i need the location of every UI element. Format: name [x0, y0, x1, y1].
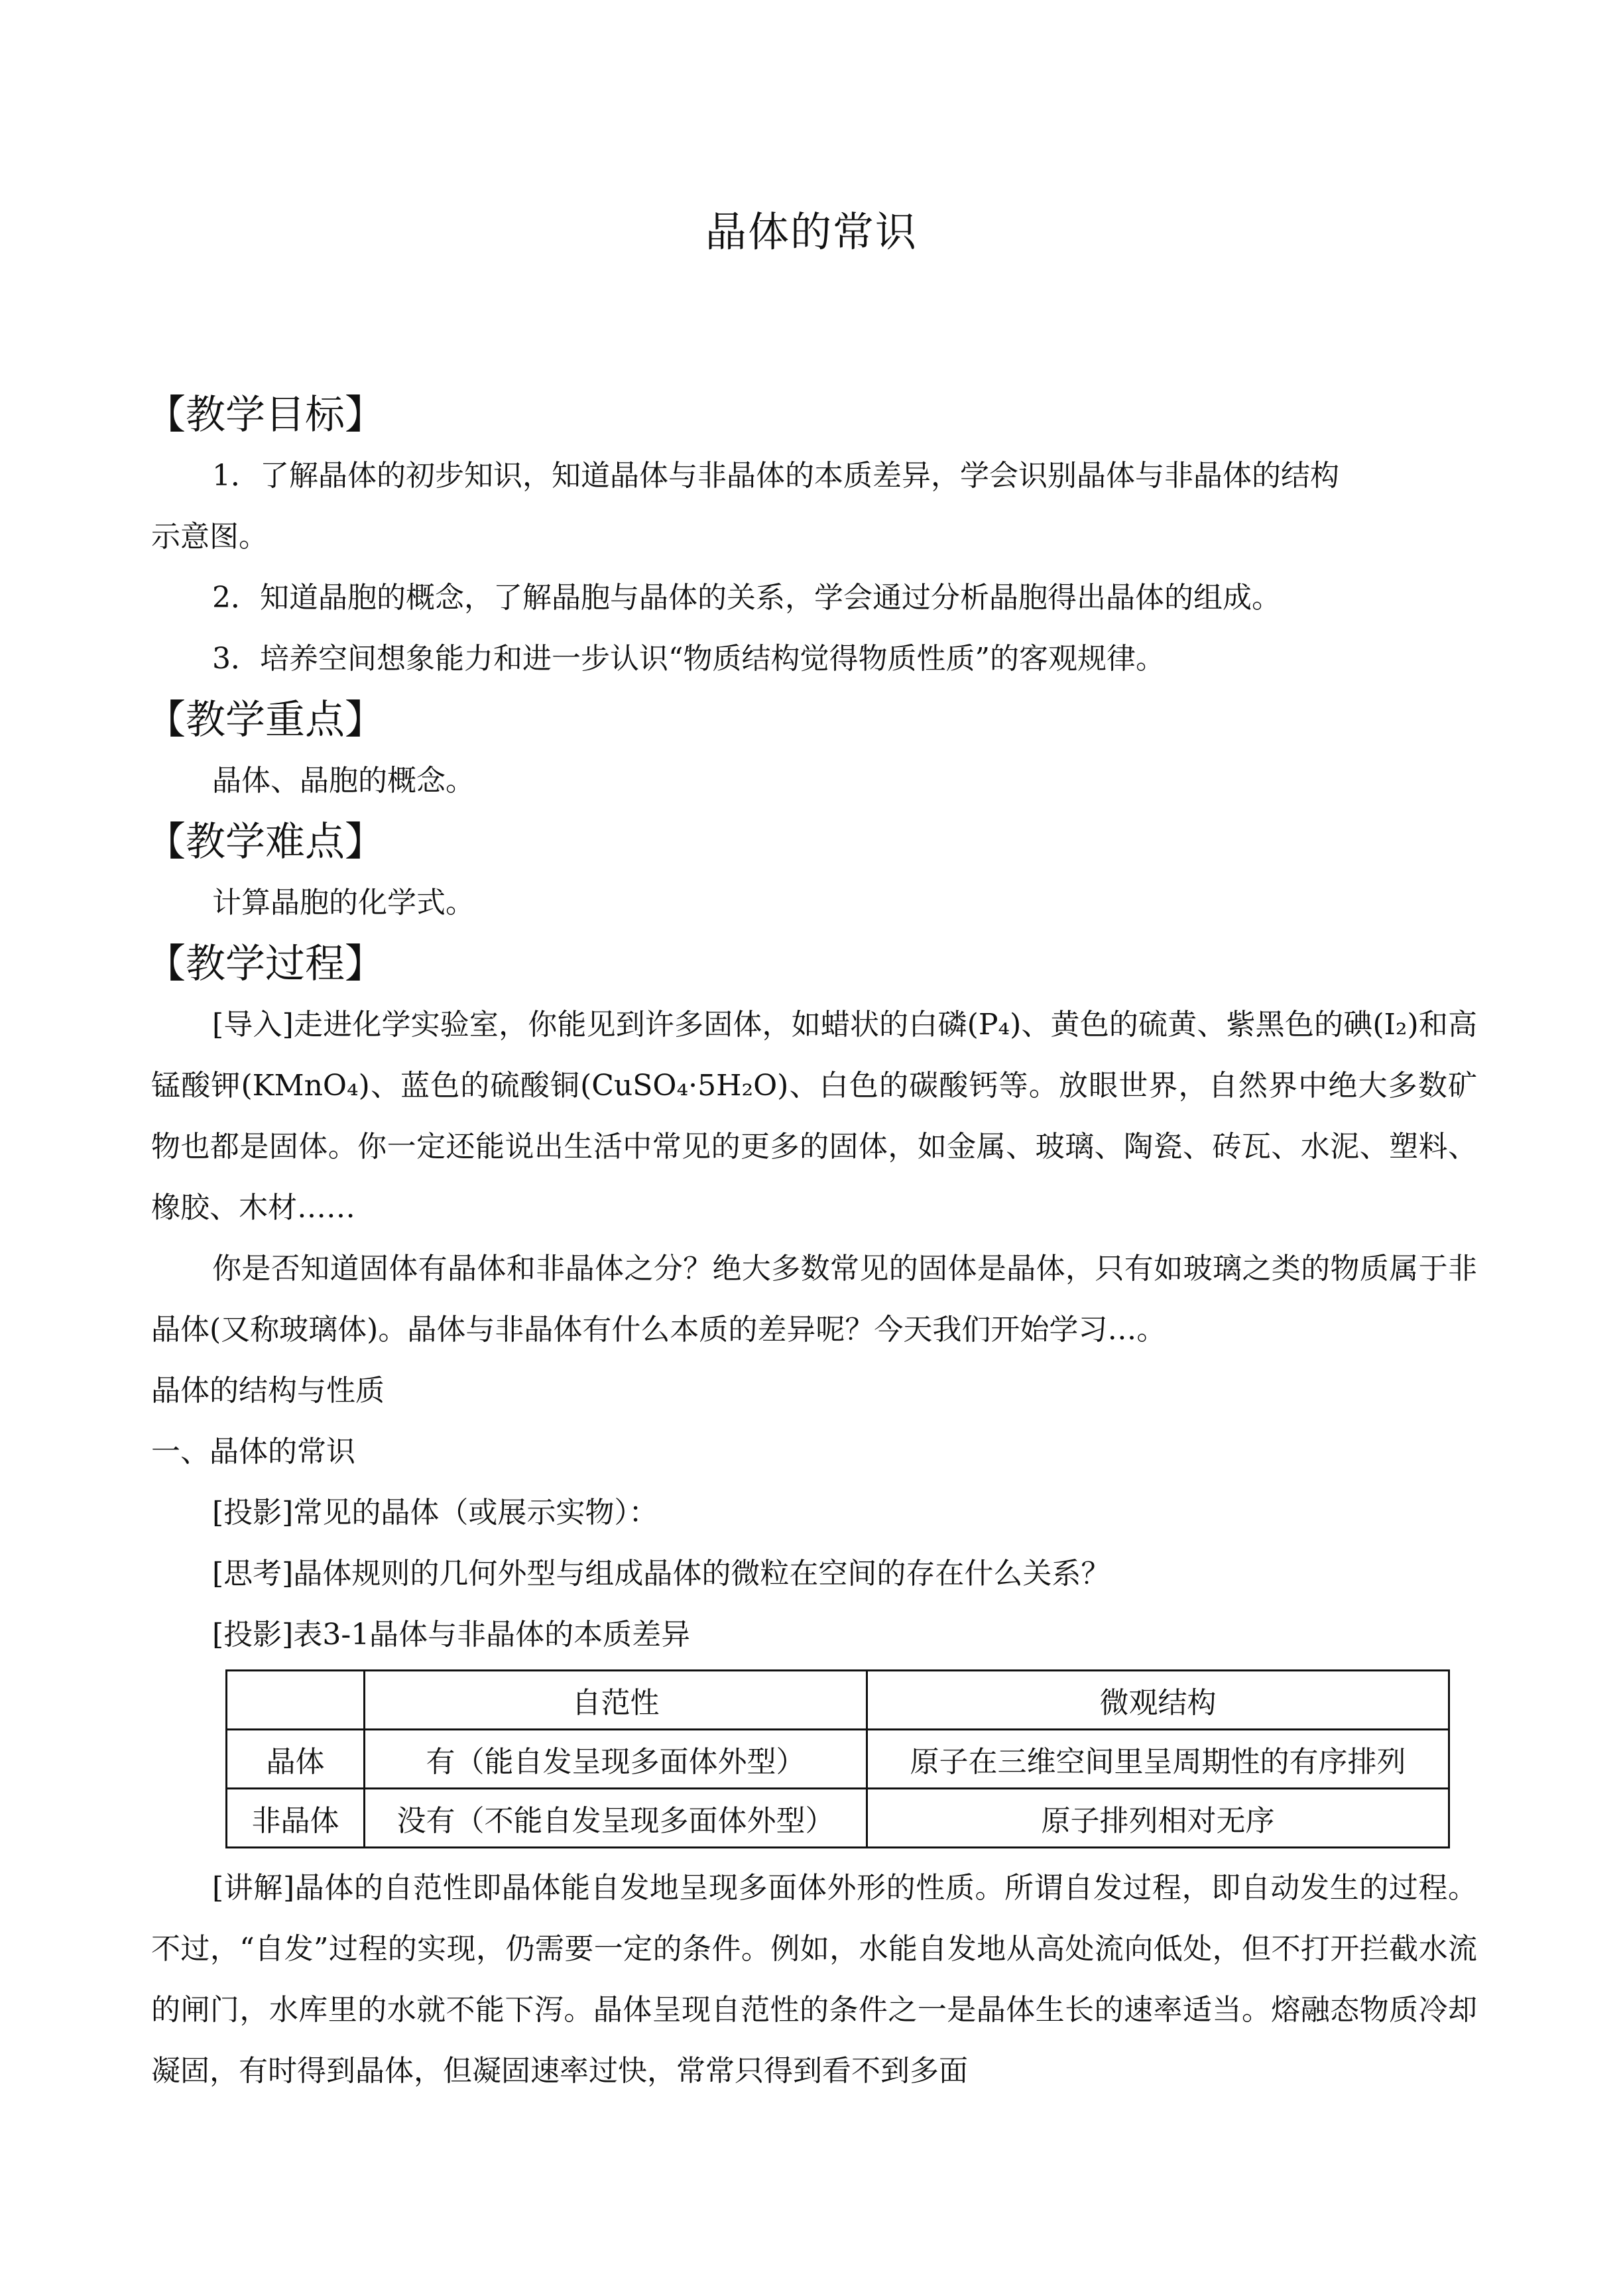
table-cell: 非晶体 — [227, 1789, 365, 1848]
structure-title: 晶体的结构与性质 — [151, 1374, 385, 1408]
key-points-text: 晶体、晶胞的概念。 — [212, 764, 475, 798]
table-cell: 有（能自发呈现多面体外型） — [365, 1730, 867, 1789]
comparison-table — [225, 1669, 1450, 1848]
table-cell: 晶体 — [227, 1730, 365, 1789]
intro-paragraph-2: 你是否知道固体有晶体和非晶体之分？绝大多数常见的固体是晶体，只有如玻璃之类的物质属于非晶体(又称玻璃体)。晶体与非晶体有什么本质的差异呢？今天我们开始学习…。 — [151, 1252, 1477, 1347]
goal-1 — [151, 446, 1477, 507]
table-header-cell: 微观结构 — [867, 1671, 1449, 1730]
document-body — [146, 385, 1478, 2102]
goal-1-continued: 示意图。 — [151, 520, 268, 554]
table-row — [227, 1730, 1449, 1789]
think-question: [思考]晶体规则的几何外型与组成晶体的微粒在空间的存在什么关系？ — [212, 1557, 1111, 1591]
table-header-cell: 自范性 — [365, 1671, 867, 1730]
goal-2: 2．知道晶胞的概念，了解晶胞与晶体的关系，学会通过分析晶胞得出晶体的组成。 — [212, 581, 1281, 615]
goals-heading: 【教学目标】 — [146, 392, 385, 438]
intro-paragraph-1: [导入]走进化学实验室，你能见到许多固体，如蜡状的白磷(P₄)、黄色的硫黄、紫黑色的碘(I₂)和高锰酸钾(KMnO₄)、蓝色的硫酸铜(CuSO₄·5H₂O)、白色的碳酸钙等。放眼世界，自然界中绝大多数矿物也都是固体。你一定还能说出生活中常见的更多的固体，如金属、玻璃、陶瓷、砖瓦、水泥、塑料、橡胶、木材…… — [151, 1008, 1477, 1225]
difficult-points-heading: 【教学难点】 — [146, 819, 385, 865]
goal-3: 3．培养空间想象能力和进一步认识“物质结构觉得物质性质”的客观规律。 — [212, 642, 1165, 676]
difficult-points-text: 计算晶胞的化学式。 — [212, 886, 475, 920]
explain-paragraph: [讲解]晶体的自范性即晶体能自发地呈现多面体外形的性质。所谓自发过程，即自动发生的过程。不过，“自发”过程的实现，仍需要一定的条件。例如，水能自发地从高处流向低处，但不打开拦截水流的闸门，水库里的水就不能下泻。晶体呈现自范性的条件之一是晶体生长的速率适当。熔融态物质冷却凝固，有时得到晶体，但凝固速率过快，常常只得到看不到多面 — [151, 1871, 1478, 2088]
table-cell: 原子在三维空间里呈周期性的有序排列 — [867, 1730, 1449, 1789]
table-row — [227, 1789, 1449, 1848]
document-title: 晶体的常识 — [705, 208, 918, 256]
process-heading: 【教学过程】 — [146, 941, 385, 987]
projection-crystals: [投影]常见的晶体（或展示实物）： — [212, 1496, 658, 1530]
table-header-cell — [227, 1671, 365, 1730]
section-one-title: 一、晶体的常识 — [151, 1435, 355, 1469]
key-points-heading: 【教学重点】 — [146, 697, 385, 743]
goal-1-line-a: 1．了解晶体的初步知识，知道晶体与非晶体的本质差异，学会识别晶体与非晶体的结构 — [212, 459, 1339, 493]
table-cell: 没有（不能自发呈现多面体外型） — [365, 1789, 867, 1848]
table-header-row — [227, 1671, 1449, 1730]
table-cell: 原子排列相对无序 — [867, 1789, 1449, 1848]
projection-table-caption: [投影]表3-1晶体与非晶体的本质差异 — [212, 1618, 691, 1652]
